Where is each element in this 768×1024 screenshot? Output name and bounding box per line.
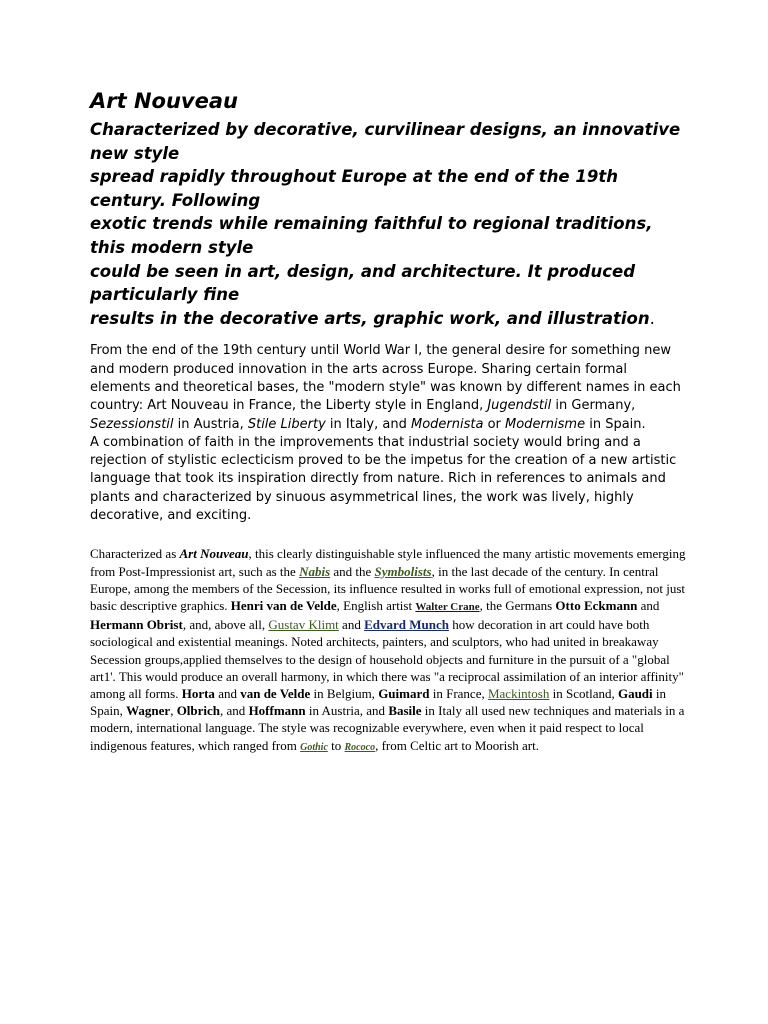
text-run: and [214, 685, 241, 701]
page-title: Art Nouveau [90, 89, 238, 113]
link-edvard-munch[interactable]: Edvard Munch [364, 617, 449, 633]
text-run: , from Celtic art to Moorish art. [375, 737, 539, 753]
text-run: , the Germans [479, 597, 556, 613]
link-symbolists[interactable]: Symbolists [374, 563, 432, 579]
text-run: and [338, 617, 365, 633]
intro-paragraph [90, 118, 690, 330]
link-mackintosh[interactable]: Mackintosh [487, 685, 550, 701]
name-otto-eckmann: Otto Eckmann [555, 597, 638, 613]
link-gustav-klimt[interactable]: Gustav Klimt [268, 617, 339, 633]
text-run: in Austria, [173, 416, 248, 432]
text-run: From the end of the 19th century until World War I, the general desire for something new and modern produced innovation in the arts across Europe. Sharing certain formal elements and theoretical bases, the "modern style" was known by different names in each country: Art Nouveau in France, the Liberty style in England, [90, 343, 681, 414]
name-gaudi: Gaudi [617, 685, 653, 701]
text-run: in Scotland, [549, 685, 618, 701]
term-stile-liberty: Stile Liberty [247, 416, 326, 432]
text-run: in Spain. [585, 416, 646, 432]
term-modernista: Modernista [410, 416, 484, 432]
link-gothic[interactable]: Gothic [300, 741, 328, 753]
body-paragraph-2: A combination of faith in the improvements that industrial society would bring and a rejection of stylistic eclecticism proved to be the impetus for the creation of a new artistic language that took its inspiration directly from nature. Rich in references to animals and plants and characterized by sinuous asymmetrical lines, the work was lively, highly decorative, and exciting. [90, 434, 677, 524]
text-run: and [637, 597, 660, 613]
text-run: in France, [429, 685, 488, 701]
text-run: in Italy all used new techniques and materials in a modern, international language. The style was recognizable everywhere, even when it paid respect to local indigenous features, which ranged from [90, 703, 685, 753]
intro-period: . [649, 308, 655, 328]
text-run: or [483, 416, 506, 432]
term-sezessionstil: Sezessionstil [90, 416, 174, 432]
name-wagner: Wagner [126, 703, 171, 719]
intro-line: Characterized by decorative, curvilinear designs, an innovative new style [90, 120, 681, 163]
text-run: , English artist [336, 597, 416, 613]
link-rococo[interactable]: Rococo [344, 741, 376, 753]
text-run: in Austria, and [305, 703, 389, 719]
name-hermann-obrist: Hermann Obrist [90, 617, 183, 633]
intro-line: spread rapidly throughout Europe at the end of the 19th century. Following [90, 167, 618, 210]
text-run: , [170, 703, 177, 719]
body-paragraph-1 [90, 342, 690, 433]
intro-line: exotic trends while remaining faithful to regional traditions, this modern style [90, 214, 653, 257]
name-van-de-velde: van de Velde [240, 685, 311, 701]
text-run: , in the last decade of the century. In central Europe, among the members of the Secession, its influence resulted in works full of emotional expression, not just basic descriptive graphics. [90, 563, 685, 613]
text-run: in Italy, and [325, 416, 411, 432]
text-run: in Spain, [90, 685, 667, 719]
text-run: , and [220, 703, 249, 719]
link-walter-crane[interactable]: Walter Crane [415, 600, 480, 613]
document-page [90, 88, 690, 756]
name-basile: Basile [388, 703, 422, 719]
body-section-sans [90, 342, 690, 525]
intro-line: could be seen in art, design, and architecture. It produced particularly fine [90, 261, 635, 305]
name-hoffmann: Hoffmann [248, 703, 306, 719]
text-run: to [327, 737, 345, 753]
intro-line-text: results in the decorative arts, graphic work, and illustration [90, 308, 650, 328]
text-run: , and, above all, [182, 617, 269, 633]
text-run: how decoration in art could have both sociological and existential meanings. Noted architects, painters, and sculptors, who had united in breakaway Secession groups,applied themselves to the design of household objects and furniture in the pursuit of a "global art1'. This would produce an overall harmony, in which there was "a reciprocal assimilation of an interior affinity" among all forms. [90, 617, 684, 701]
text-run: in Germany, [551, 398, 636, 414]
name-horta: Horta [181, 685, 215, 701]
name-guimard: Guimard [378, 685, 430, 701]
body-section-serif [90, 545, 690, 755]
text-run: in Belgium, [310, 685, 379, 701]
name-olbrich: Olbrich [176, 703, 221, 719]
term-modernisme: Modernisme [505, 416, 586, 432]
link-nabis[interactable]: Nabis [299, 563, 331, 579]
text-run: Characterized as [90, 546, 180, 562]
text-run: and the [330, 563, 375, 579]
term-jugendstil: Jugendstil [487, 398, 552, 414]
body-paragraph-3 [90, 545, 690, 755]
term-art-nouveau: Art Nouveau [179, 546, 249, 562]
name-henri-van-de-velde: Henri van de Velde [230, 597, 337, 613]
intro-line [90, 307, 690, 331]
text-run: , this clearly distinguishable style influenced the many artistic movements emerging from Post-Impressionist art, such as the [90, 546, 686, 579]
